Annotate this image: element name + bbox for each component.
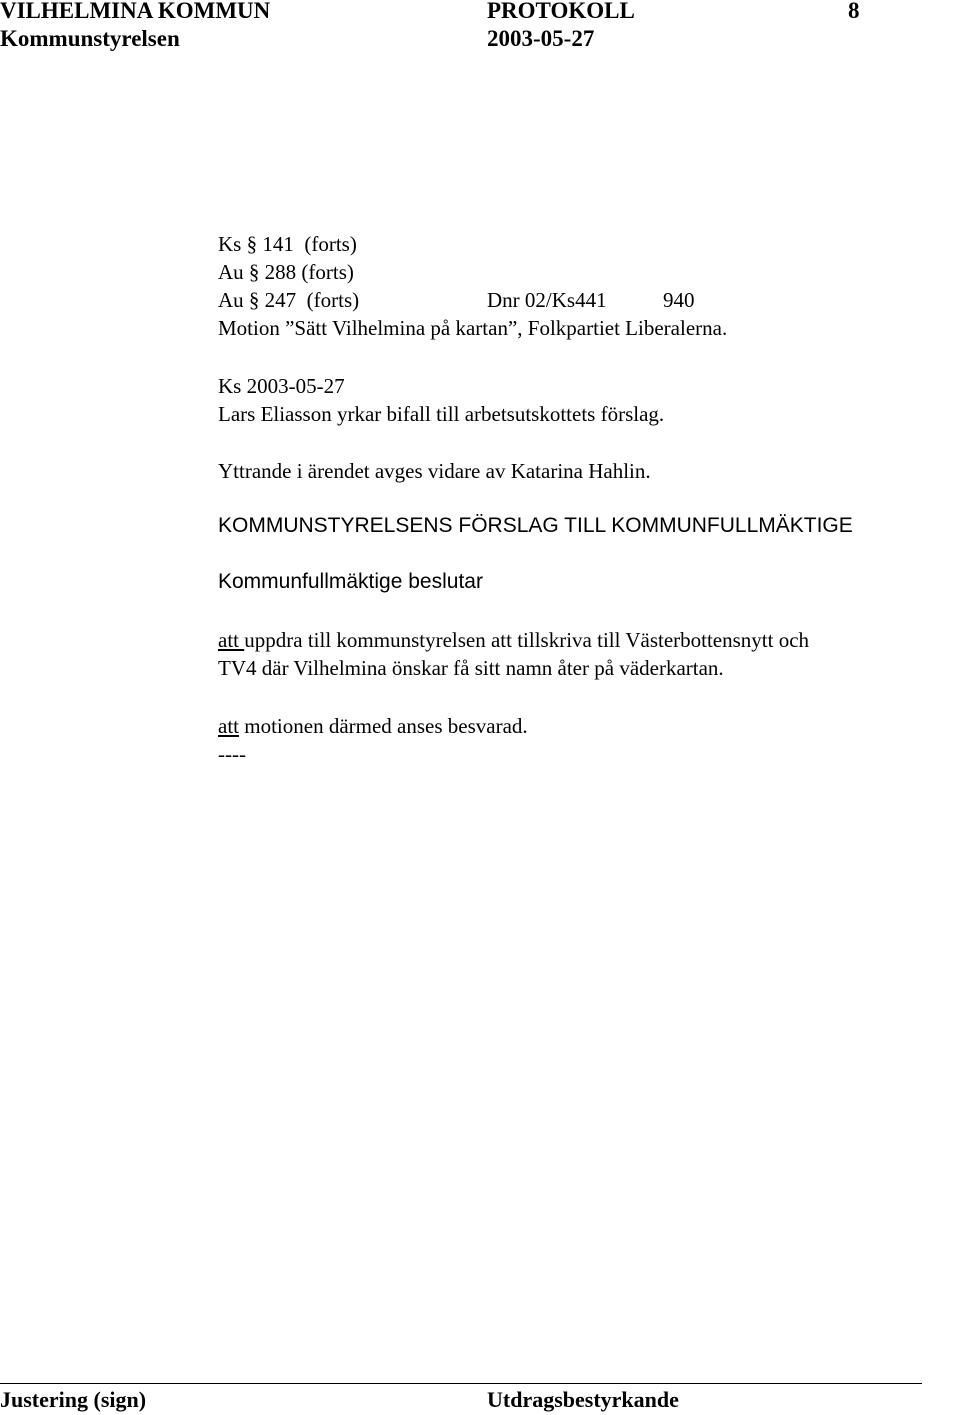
ref-au-2-label: Au xyxy=(218,288,244,312)
end-mark: ---- xyxy=(218,742,246,766)
ref-au-1-suffix: (forts) xyxy=(301,260,354,284)
page-number: 8 xyxy=(848,0,860,23)
section-sign: § xyxy=(248,260,260,284)
committee-name: Kommunstyrelsen xyxy=(0,26,180,51)
section-sign: § xyxy=(246,232,258,256)
ref-ks xyxy=(218,230,357,258)
motion-title: Motion ”Sätt Vilhelmina på kartan”, Folkpartiet Liberalerna. xyxy=(218,316,728,340)
footer-rule xyxy=(0,1383,922,1384)
att-label: att xyxy=(218,628,245,652)
doc-type: PROTOKOLL xyxy=(487,0,635,23)
proposal-heading: KOMMUNSTYRELSENS FÖRSLAG TILL KOMMUNFULLMÄKTIGE xyxy=(218,514,853,537)
ref-ks-suffix: (forts) xyxy=(304,232,357,256)
ref-ks-label: Ks xyxy=(218,232,242,256)
ref-au-2 xyxy=(218,286,359,314)
dnr-code: 940 xyxy=(663,288,695,312)
ref-ks-number: 141 xyxy=(262,232,294,256)
proposal-line: Lars Eliasson yrkar bifall till arbetsutskottets förslag. xyxy=(218,402,665,426)
att-label: att xyxy=(218,714,239,738)
council-decides: Kommunfullmäktige beslutar xyxy=(218,570,483,593)
decision-item-2-text: motionen därmed anses besvarad. xyxy=(239,714,528,738)
footer-adjustment-sign: Justering (sign) xyxy=(0,1387,147,1412)
protocol-date: 2003-05-27 xyxy=(487,26,595,51)
org-name: VILHELMINA KOMMUN xyxy=(0,0,271,23)
statement-line: Yttrande i ärendet avges vidare av Katarina Hahlin. xyxy=(218,459,651,483)
decision-item-2 xyxy=(218,712,528,740)
ref-au-2-suffix: (forts) xyxy=(306,288,360,312)
decision-item-1 xyxy=(218,626,809,654)
footer-extract-certification: Utdragsbestyrkande xyxy=(487,1387,679,1412)
decision-item-1-line-2: TV4 där Vilhelmina önskar få sitt namn åter på väderkartan. xyxy=(218,656,724,680)
ref-au-1-number: 288 xyxy=(264,260,297,284)
ref-au-2-number: 247 xyxy=(264,288,297,312)
ref-au-1-label: Au xyxy=(218,260,244,284)
section-sign: § xyxy=(248,288,260,312)
dnr: Dnr 02/Ks441 xyxy=(487,288,607,312)
decision-item-1-line-1: uppdra till kommunstyrelsen att tillskriva till Västerbottensnytt och xyxy=(244,628,810,652)
ref-au-1 xyxy=(218,258,354,286)
meeting-date-line: Ks 2003-05-27 xyxy=(218,374,345,398)
